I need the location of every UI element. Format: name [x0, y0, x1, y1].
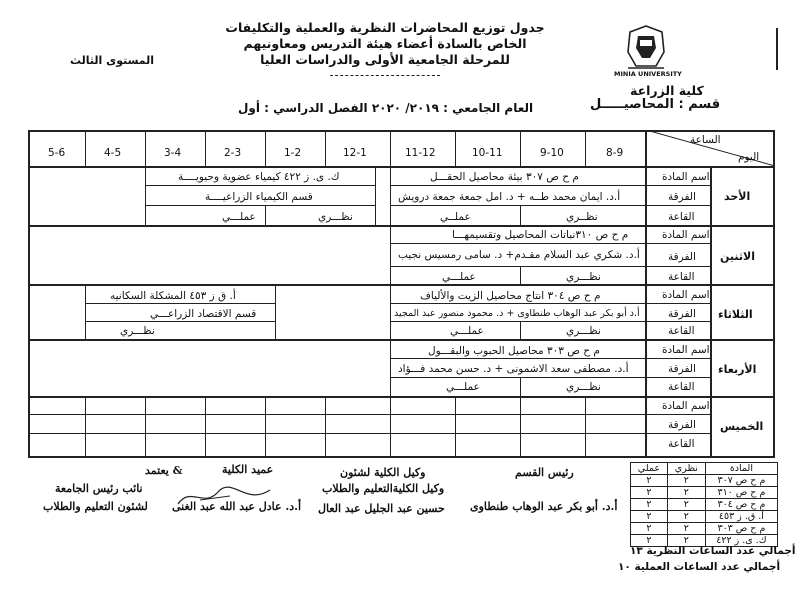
wednesday-staff: أ.د. مصطفى سعد الاشمونى + د. حسن محمد فـــؤاد	[398, 363, 629, 375]
sunday-course-2: ك. ى. ز ٤٢٢ كيمياء عضوية وحيويــــة	[178, 171, 340, 183]
summary-cell: ٢	[667, 487, 705, 499]
summary-header: المادة	[705, 463, 777, 475]
summary-header: عملي	[631, 463, 668, 475]
summary-cell: ك. ى. ز ٤٢٢	[705, 535, 777, 547]
day-thursday: الخميس	[720, 420, 764, 433]
vice-president-title-2: لشئون التعليم والطلاب	[43, 500, 148, 513]
row-label-course: اسم المادة	[662, 400, 710, 412]
slot-8-9: 8-9	[606, 147, 624, 159]
total-theory-hours: أجمالي عدد الساعات النظرية ١٣	[630, 545, 796, 557]
dean-name: أ.د. عادل عبد الله عبد الغنى	[172, 500, 302, 513]
slot-3-4: 3-4	[164, 147, 182, 159]
vice-dean-title-2: وكيل الكليةالتعليم والطلاب	[322, 482, 445, 495]
summary-cell: م ح ص ٣٠٣	[705, 523, 777, 535]
monday-theory: نظـــري	[566, 271, 601, 283]
department-name: قسم : المحاصيـــــل	[590, 97, 721, 112]
slot-1-2: 1-2	[284, 147, 302, 159]
level-label: المستوى الثالث	[70, 54, 155, 67]
summary-cell: أ. ق. ز ٤٥٣	[705, 511, 777, 523]
university-logo	[610, 22, 682, 84]
row-label-group: الفرقة	[668, 419, 696, 431]
slot-5-6: 5-6	[48, 147, 66, 159]
vice-dean-name: حسين عبد الجليل عبد العال	[318, 502, 445, 515]
summary-cell: ٢	[667, 499, 705, 511]
department-head-name: أ.د. أبو بكر عبد الوهاب طنطاوى	[470, 500, 618, 513]
department-head-title: رئيس القسم	[515, 466, 574, 479]
sunday-practical: عملــي	[440, 211, 471, 223]
tuesday-course-2: أ. ق ز ٤٥٣ المشكلة السكانيه	[110, 290, 236, 302]
summary-cell: ٢	[631, 535, 668, 547]
title-underline	[330, 75, 440, 76]
dean-signature	[170, 482, 280, 512]
dean-title: عميد الكلية	[222, 463, 274, 476]
table-row	[631, 499, 778, 511]
table-row	[631, 523, 778, 535]
sunday-practical-2: عملـــي	[222, 211, 256, 223]
approval-label: يعتمد &	[145, 464, 183, 477]
hours-summary-table	[630, 462, 778, 547]
row-label-course: اسم المادة	[662, 289, 710, 301]
summary-cell: ٢	[667, 535, 705, 547]
sunday-theory: نظــري	[566, 211, 598, 223]
faculty-name: كلية الزراعة	[630, 83, 704, 98]
page-mark	[776, 28, 778, 70]
sunday-theory-2: نظـــري	[318, 211, 353, 223]
row-label-hall: القاعة	[668, 381, 695, 393]
summary-cell: ٢	[667, 475, 705, 487]
vice-president-title-1: نائب رئيس الجامعة	[55, 482, 143, 495]
vice-dean-title-1: وكيل الكلية لشئون	[340, 466, 426, 479]
table-row	[631, 511, 778, 523]
corner-hour: الساعة	[690, 134, 721, 146]
title-line-3: للمرحلة الجامعية الأولى والدراسات العليا	[260, 52, 510, 67]
tuesday-department-2: قسم الاقتصاد الزراعـــي	[150, 308, 257, 320]
tuesday-course: م ح ص ٣٠٤ انتاج محاصيل الزيت والألياف	[420, 290, 601, 302]
day-wednesday: الأربعاء	[718, 363, 757, 376]
table-row	[631, 475, 778, 487]
monday-practical: عملـــي	[442, 271, 476, 283]
academic-year: العام الجامعي : ٢٠١٩/ ٢٠٢٠ الفصل الدراسي : أول	[238, 101, 534, 115]
summary-cell: م ح ص ٣٠٧	[705, 475, 777, 487]
slot-11-12: 11-12	[405, 147, 436, 159]
row-label-hall: القاعة	[668, 271, 695, 283]
table-row	[631, 487, 778, 499]
row-label-group: الفرقة	[668, 251, 696, 263]
row-label-hall: القاعة	[668, 438, 695, 450]
row-label-group: الفرقة	[668, 191, 696, 203]
monday-course: م ح ص ٣١٠نباتات المحاصيل وتقسيمهـــا	[452, 229, 629, 241]
summary-cell: ٢	[631, 523, 668, 535]
summary-cell: ٢	[631, 487, 668, 499]
sunday-course: م ح ص ٣٠٧ بيئة محاصيل الحقـــل	[430, 171, 579, 183]
slot-12-1: 12-1	[343, 147, 367, 159]
summary-cell: ٢	[631, 499, 668, 511]
wednesday-practical: عملـــي	[446, 381, 480, 393]
day-tuesday: الثلاثاء	[718, 308, 753, 321]
row-label-hall: القاعة	[668, 325, 695, 337]
tuesday-theory-2: نظـــري	[120, 325, 155, 337]
row-label-group: الفرقة	[668, 363, 696, 375]
slot-10-11: 10-11	[472, 147, 503, 159]
slot-9-10: 9-10	[540, 147, 564, 159]
monday-staff: أ.د. شكري عبد السلام مقـدم+ د. سامى رمسيس نجيب	[398, 249, 640, 261]
corner-day: اليوم	[738, 151, 760, 163]
title-line-2: الخاص بالسادة أعضاء هيئة التدريس ومعاونيهم	[243, 36, 527, 51]
wednesday-course: م ح ص ٣٠٣ محاصيل الحبوب والبقـــول	[428, 345, 600, 357]
summary-cell: ٢	[667, 523, 705, 535]
day-monday: الاثنين	[720, 250, 755, 263]
summary-cell: م ح ص ٣١٠	[705, 487, 777, 499]
summary-cell: م ح ص ٣٠٤	[705, 499, 777, 511]
title-line-1: جدول توزيع المحاضرات النظرية والعملية والتكليفات	[225, 20, 545, 35]
wednesday-theory: نظـــري	[566, 381, 601, 393]
slot-4-5: 4-5	[104, 147, 122, 159]
row-label-group: الفرقة	[668, 308, 696, 320]
row-label-course: اسم المادة	[662, 171, 710, 183]
tuesday-theory: نظـــري	[566, 325, 601, 337]
summary-cell: ٢	[631, 511, 668, 523]
row-label-course: اسم المادة	[662, 229, 710, 241]
summary-cell: ٢	[631, 475, 668, 487]
logo-text: MINIA UNIVERSITY	[614, 70, 682, 78]
tuesday-staff: أ.د أبو بكر عبد الوهاب طنطاوى + د. محمود منصور عبد المجيد	[394, 308, 640, 319]
day-sunday: الأحد	[724, 190, 751, 203]
total-practical-hours: أجمالي عدد الساعات العملية ١٠	[618, 561, 781, 573]
summary-header: نظري	[667, 463, 705, 475]
row-label-hall: القاعة	[668, 211, 695, 223]
sunday-staff: أ.د. ايمان محمد طــه + د. امل جمعة جمعة درويش	[398, 191, 621, 203]
summary-cell: ٢	[667, 511, 705, 523]
sunday-department-2: قسم الكيمياء الزراعيــــة	[205, 191, 313, 203]
slot-2-3: 2-3	[224, 147, 242, 159]
row-label-course: اسم المادة	[662, 344, 710, 356]
tuesday-practical: عملـــي	[450, 325, 484, 337]
